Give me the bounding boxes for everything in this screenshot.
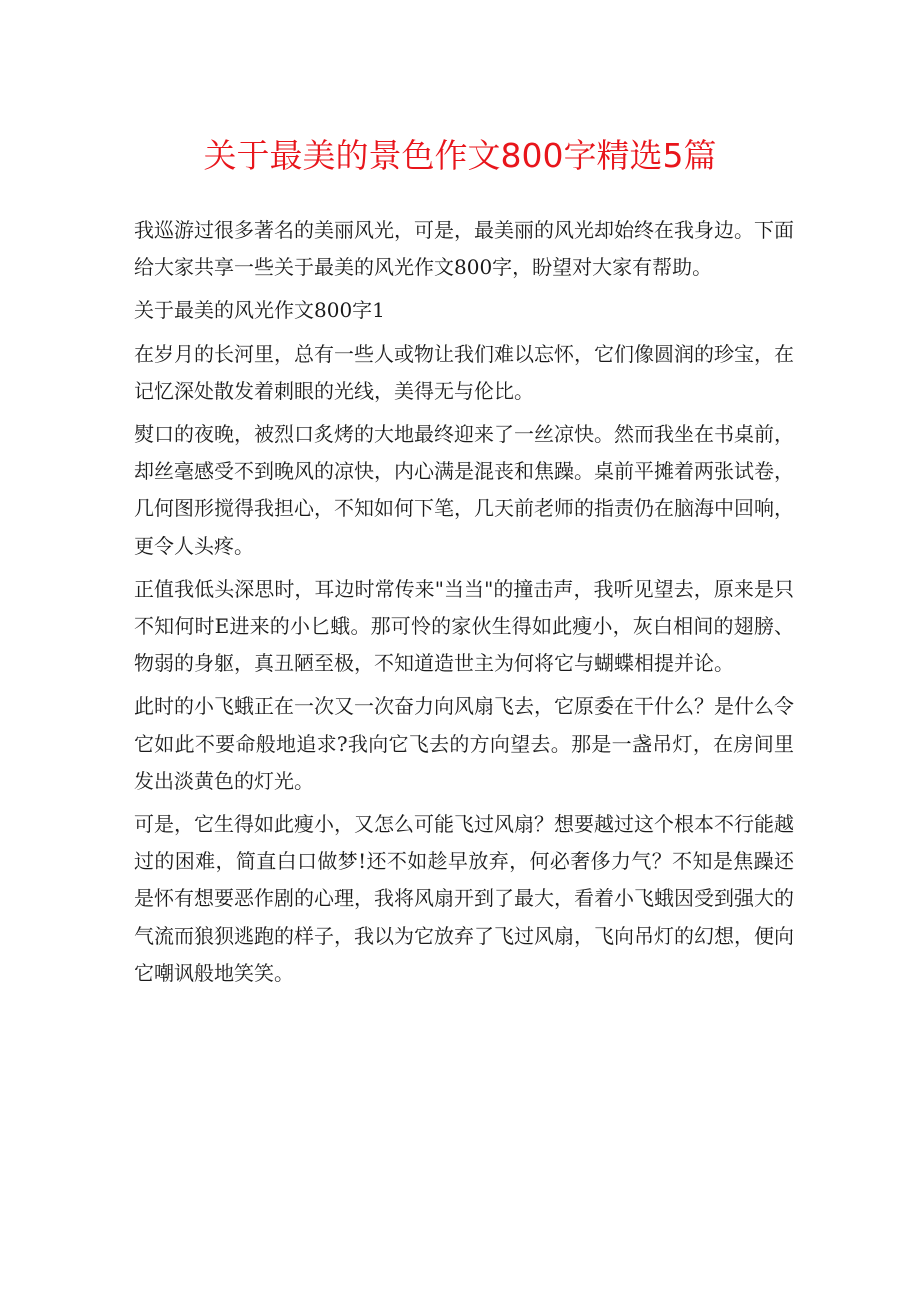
section-heading: 关于最美的风光作文800字1	[134, 298, 385, 323]
paragraph: 熨口的夜晚，被烈口炙烤的大地最终迎来了一丝凉快。然而我坐在书桌前，却丝毫感受不到晚风的凉快，内心满是混丧和焦躁。桌前平摊着两张试卷，几何图形搅得我担心，不知如何下笔，几天前老师的指责仍在脑海中回响，更令人头疼。	[134, 422, 794, 558]
document-title: 关于最美的景色作文800字精选5篇	[203, 136, 717, 175]
paragraph-intro: 我巡游过很多著名的美丽风光，可是，最美丽的风光却始终在我身边。下面给大家共享一些关于最美的风光作文800字，盼望对大家有帮助。	[134, 218, 794, 280]
document-body	[134, 212, 794, 998]
paragraph: 在岁月的长河里，总有一些人或物让我们难以忘怀，它们像圆润的珍宝，在记忆深处散发着刺眼的光线，美得无与伦比。	[134, 341, 794, 403]
paragraph: 正值我低头深思时，耳边时常传来"当当"的撞击声，我听见望去，原来是只不知何时E进来的小匕蛾。那可怜的家伙生得如此瘦小，灰白相间的翅膀、物弱的身躯，真丑陋至极，不知道造世主为何将它与蝴蝶相提并论。	[134, 576, 794, 676]
paragraph: 可是，它生得如此瘦小，又怎么可能飞过风扇？想要越过这个根本不行能越过的困难，简直白口做梦!还不如趁早放弃，何必奢侈力气？不知是焦躁还是怀有想要恶作剧的心理，我将风扇开到了最大，看着小飞蛾因受到强大的气流而狼狈逃跑的样子，我以为它放弃了飞过风扇，飞向吊灯的幻想，便向它嘲讽般地笑笑。	[134, 812, 794, 985]
paragraph: 此时的小飞蛾正在一次又一次奋力向风扇飞去，它原委在干什么？是什么令它如此不要命般地追求?我向它飞去的方向望去。那是一盏吊灯，在房间里发出淡黄色的灯光。	[134, 694, 794, 793]
